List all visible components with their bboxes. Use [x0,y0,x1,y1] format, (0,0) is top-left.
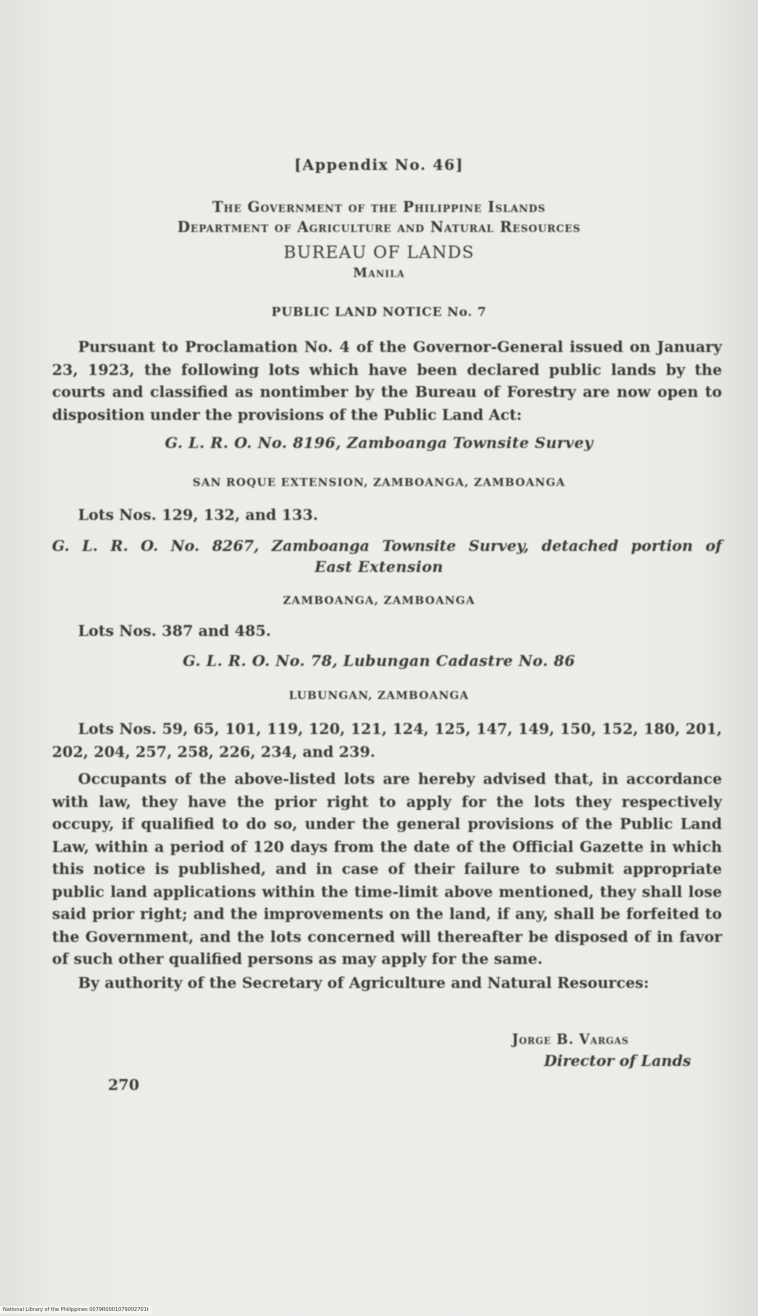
archive-footer: National Library of the Philippines 0079R0001079002701t [0,1306,152,1314]
lots-2: Lots Nos. 387 and 485. [78,622,272,640]
survey-heading-2-line2: East Extension [314,558,444,576]
government-heading: The Government of the Philippine Islands [212,199,546,216]
intro-paragraph: Pursuant to Proclamation No. 4 of the Governor-General issued on January 23, 1923, the following lots which have been declared public lands by the courts and classified as nontimber by the Bureau of Forestry are now open to disposition under the provisions of the Public Land Act: [52,338,722,424]
bureau-heading: BUREAU OF LANDS [283,243,475,263]
survey-heading-2-line1: G. L. R. O. No. 8267, Zamboanga Townsite Survey, detached portion of [52,537,722,555]
lots-3: Lots Nos. 59, 65, 101, 119, 120, 121, 124, 125, 147, 149, 150, 152, 180, 201, 202, 204, 257, 258, 226, 234, and 239. [52,720,722,761]
location-1: SAN ROQUE EXTENSION, ZAMBOANGA, ZAMBOANGA [192,476,566,489]
survey-heading-3: G. L. R. O. No. 78, Lubungan Cadastre No. 86 [182,652,576,670]
lots-1: Lots Nos. 129, 132, and 133. [78,506,319,524]
signatory-title: Director of Lands [544,1052,692,1070]
occupants-paragraph: Occupants of the above-listed lots are hereby advised that, in accordance with law, they have the prior right to apply for the lots they respectively occupy, if qualified to do so, under the general provisions of the Public Land Law, within a period of 120 days from the date of the Official Gazette in which this notice is published, and in case of their failure to submit appropriate public land applications within the time-limit above mentioned, they shall lose said prior right; and the improvements on the land, if any, shall be forfeited to the Government, and the lots concerned will thereafter be disposed of in favor of such other qualified persons as may apply for the same. [52,770,722,968]
department-heading: Department of Agriculture and Natural Resources [177,219,581,236]
location-3: LUBUNGAN, ZAMBOANGA [288,689,470,702]
appendix-label: [Appendix No. 46] [294,156,464,174]
authority-line: By authority of the Secretary of Agriculture and Natural Resources: [78,974,649,992]
notice-title: PUBLIC LAND NOTICE No. 7 [271,304,487,319]
page-number: 270 [108,1076,140,1094]
signatory-name: Jorge B. Vargas [512,1032,629,1048]
bleed-through-text [90,80,710,150]
location-2: ZAMBOANGA, ZAMBOANGA [282,594,476,607]
city-heading: Manila [353,266,405,281]
survey-heading-1: G. L. R. O. No. 8196, Zamboanga Townsite Survey [164,434,594,452]
